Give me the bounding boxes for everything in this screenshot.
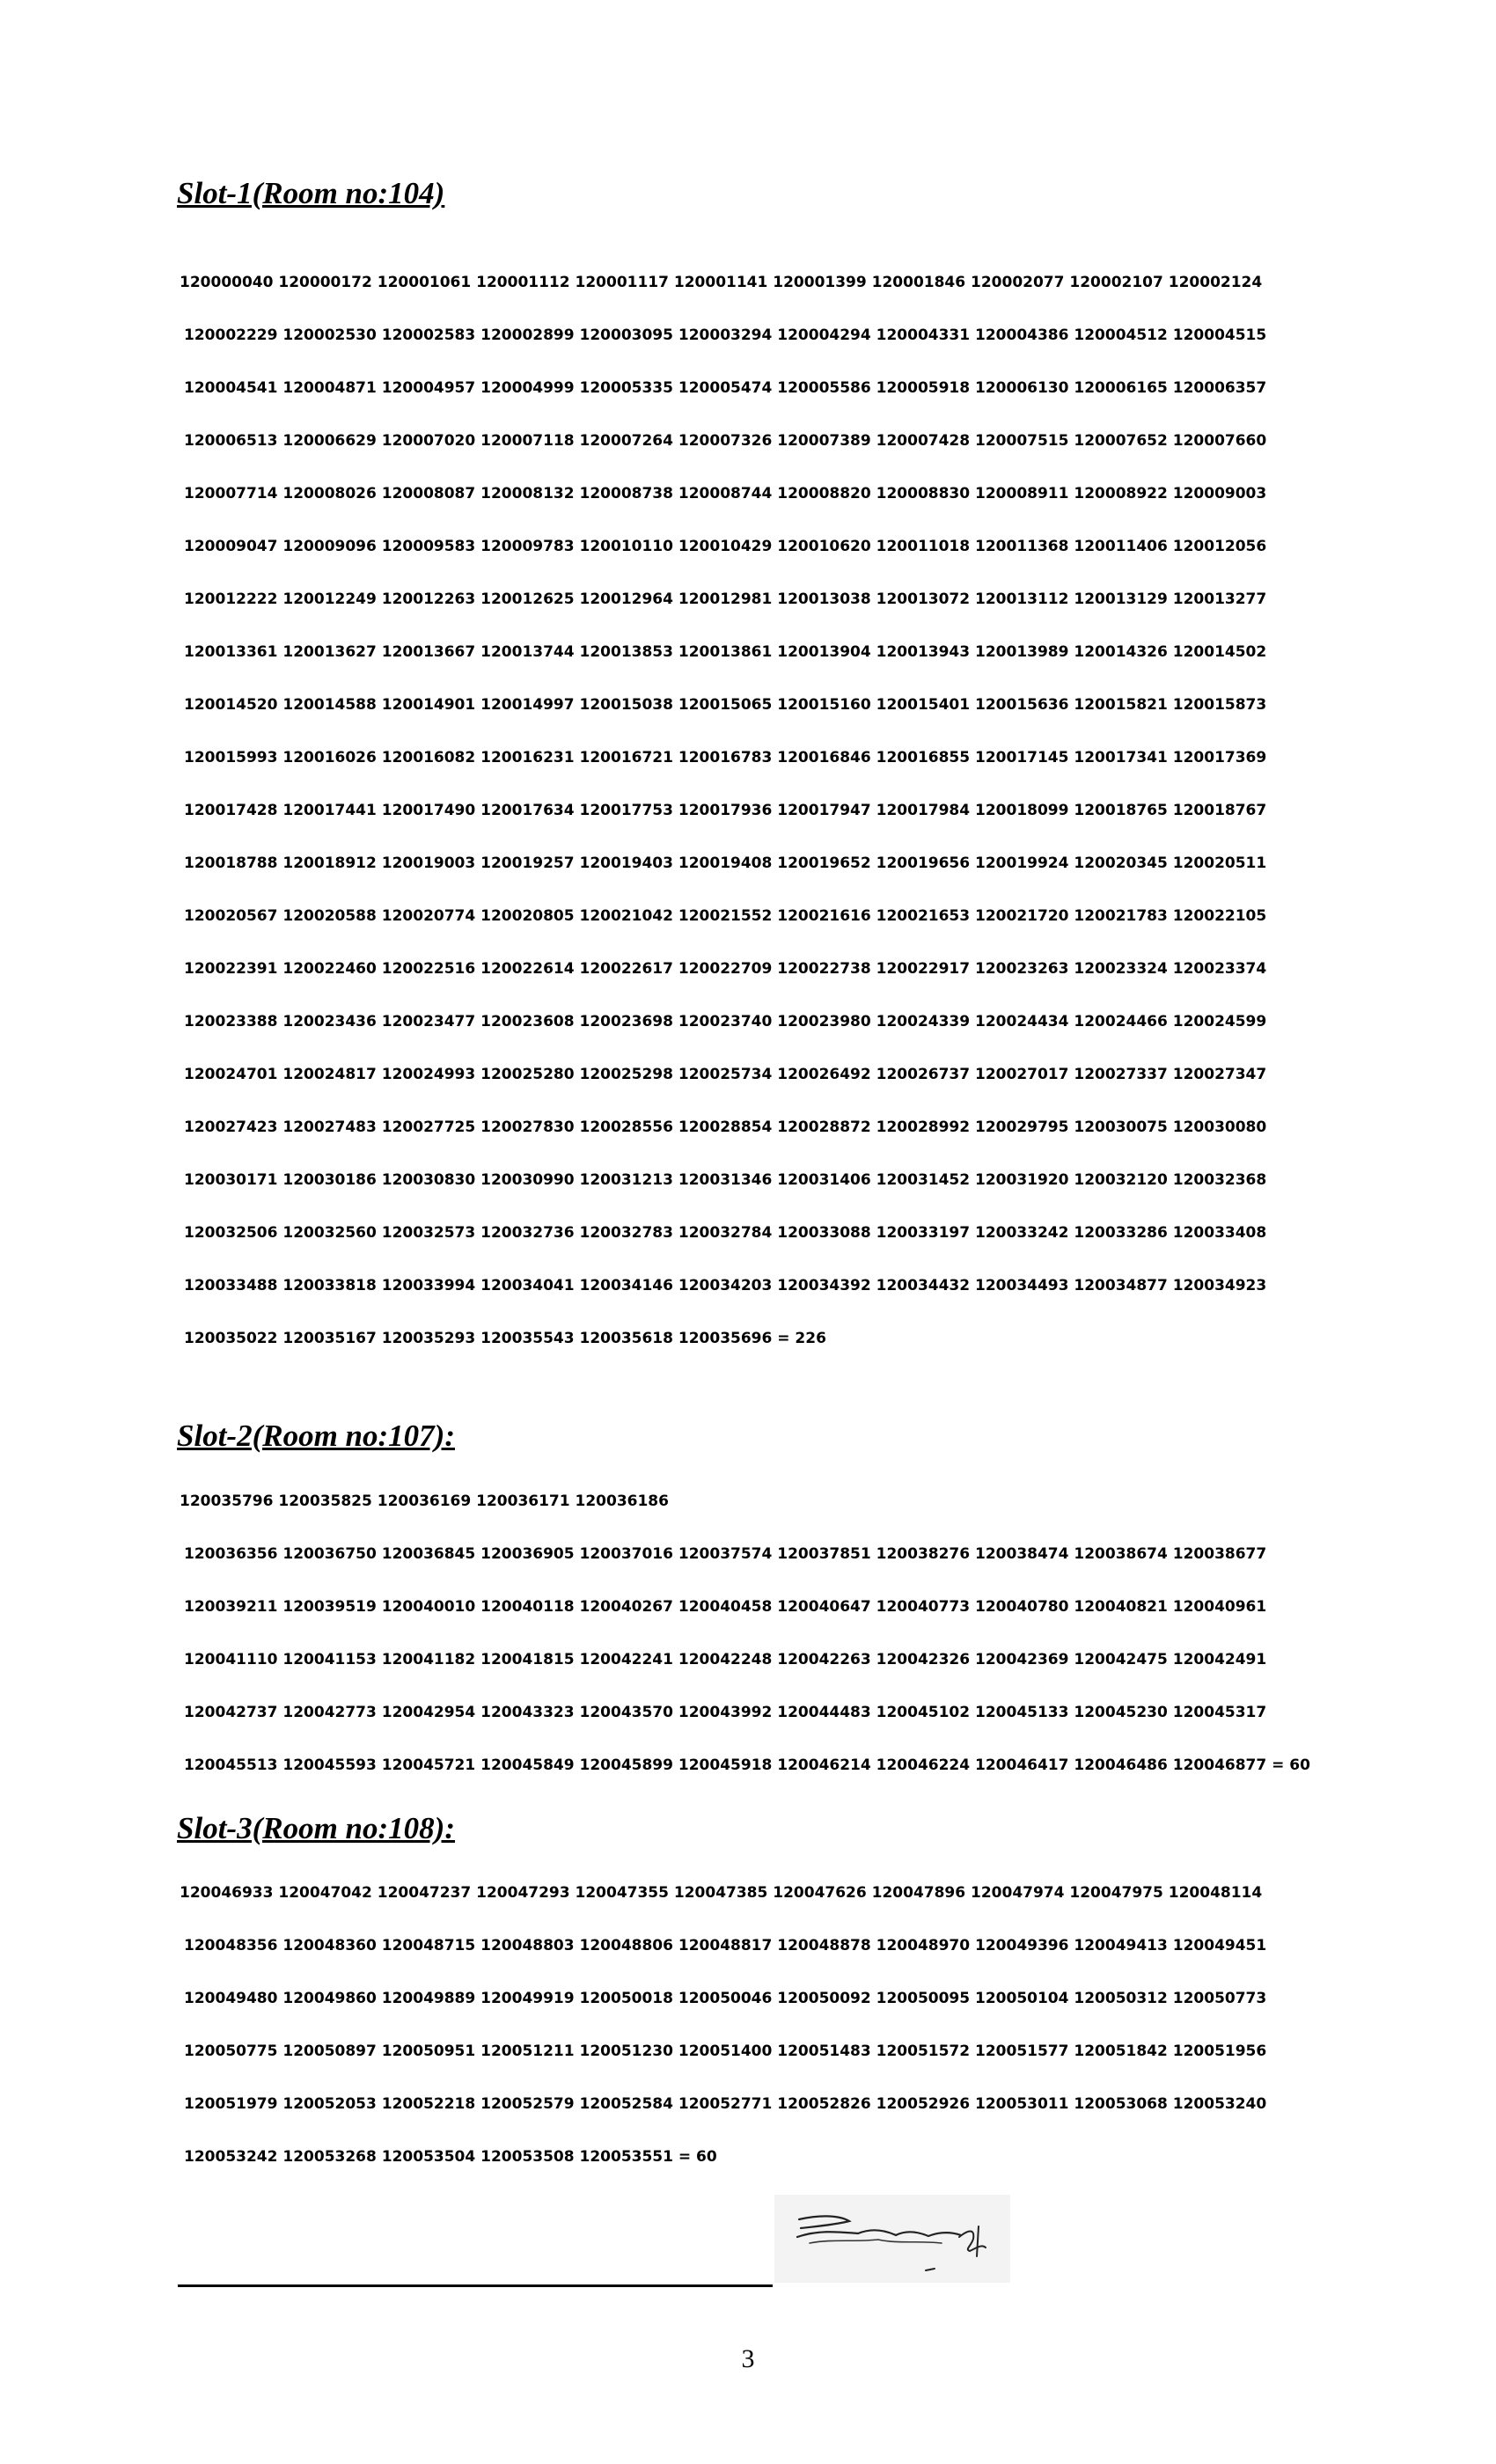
slot-2-line-3: 120039211 120039519 120040010 120040118 120040267 120040458 120040647 120040773 120040780 120040821 120040961 [184, 1598, 1267, 1616]
slot-3-line-2: 120048356 120048360 120048715 120048803 120048806 120048817 120048878 120048970 120049396 120049413 120049451 [184, 1937, 1267, 1954]
slot-3-heading: Slot-3(Room no:108): [177, 1811, 455, 1845]
slot-2-line-1: 120035796 120035825 120036169 120036171 120036186 [180, 1492, 669, 1510]
slot-1-line-18: 120030171 120030186 120030830 120030990 120031213 120031346 120031406 120031452 120031920 120032120 120032368 [184, 1171, 1267, 1189]
slot-1-line-19: 120032506 120032560 120032573 120032736 120032783 120032784 120033088 120033197 120033242 120033286 120033408 [184, 1224, 1267, 1242]
slot-1-line-8: 120013361 120013627 120013667 120013744 120013853 120013861 120013904 120013943 120013989 120014326 120014502 [184, 643, 1267, 661]
slot-2-line-4: 120041110 120041153 120041182 120041815 120042241 120042248 120042263 120042326 120042369 120042475 120042491 [184, 1651, 1267, 1668]
slot-1-line-7: 120012222 120012249 120012263 120012625 120012964 120012981 120013038 120013072 120013112 120013129 120013277 [184, 590, 1267, 608]
slot-1-line-2: 120002229 120002530 120002583 120002899 120003095 120003294 120004294 120004331 120004386 120004512 120004515 [184, 326, 1267, 344]
slot-1-line-10: 120015993 120016026 120016082 120016231 120016721 120016783 120016846 120016855 120017145 120017341 120017369 [184, 749, 1267, 766]
slot-1-line-20: 120033488 120033818 120033994 120034041 120034146 120034203 120034392 120034432 120034493 120034877 120034923 [184, 1277, 1267, 1294]
slot-3-line-5: 120051979 120052053 120052218 120052579 120052584 120052771 120052826 120052926 120053011 120053068 120053240 [184, 2095, 1267, 2113]
slot-1-line-6: 120009047 120009096 120009583 120009783 120010110 120010429 120010620 120011018 120011368 120011406 120012056 [184, 538, 1267, 555]
slot-1-line-17: 120027423 120027483 120027725 120027830 120028556 120028854 120028872 120028992 120029795 120030075 120030080 [184, 1118, 1267, 1136]
slot-3-line-1: 120046933 120047042 120047237 120047293 120047355 120047385 120047626 120047896 120047974 120047975 120048114 [180, 1884, 1263, 1902]
slot-2-line-6: 120045513 120045593 120045721 120045849 120045899 120045918 120046214 120046224 120046417 120046486 120046877 = 60 [184, 1756, 1310, 1774]
slot-1-line-16: 120024701 120024817 120024993 120025280 120025298 120025734 120026492 120026737 120027017 120027337 120027347 [184, 1066, 1267, 1083]
slot-1-line-11: 120017428 120017441 120017490 120017634 120017753 120017936 120017947 120017984 120018099 120018765 120018767 [184, 802, 1267, 819]
slot-1-line-14: 120022391 120022460 120022516 120022614 120022617 120022709 120022738 120022917 120023263 120023324 120023374 [184, 960, 1267, 978]
slot-2-heading: Slot-2(Room no:107): [177, 1419, 455, 1453]
signature-line [178, 2284, 773, 2287]
page-number: 3 [741, 2344, 755, 2373]
slot-1-line-12: 120018788 120018912 120019003 120019257 120019403 120019408 120019652 120019656 120019924 120020345 120020511 [184, 854, 1267, 872]
slot-1-line-4: 120006513 120006629 120007020 120007118 120007264 120007326 120007389 120007428 120007515 120007652 120007660 [184, 432, 1267, 450]
slot-1-line-13: 120020567 120020588 120020774 120020805 120021042 120021552 120021616 120021653 120021720 120021783 120022105 [184, 907, 1267, 925]
slot-1-line-5: 120007714 120008026 120008087 120008132 120008738 120008744 120008820 120008830 120008911 120008922 120009003 [184, 485, 1267, 502]
slot-1-line-9: 120014520 120014588 120014901 120014997 120015038 120015065 120015160 120015401 120015636 120015821 120015873 [184, 696, 1267, 714]
slot-2-line-5: 120042737 120042773 120042954 120043323 120043570 120043992 120044483 120045102 120045133 120045230 120045317 [184, 1704, 1267, 1721]
slot-1-line-21: 120035022 120035167 120035293 120035543 120035618 120035696 = 226 [184, 1330, 826, 1347]
slot-2-line-2: 120036356 120036750 120036845 120036905 120037016 120037574 120037851 120038276 120038474 120038674 120038677 [184, 1545, 1267, 1563]
slot-1-line-1: 120000040 120000172 120001061 120001112 120001117 120001141 120001399 120001846 120002077 120002107 120002124 [180, 274, 1263, 291]
slot-3-line-4: 120050775 120050897 120050951 120051211 120051230 120051400 120051483 120051572 120051577 120051842 120051956 [184, 2042, 1267, 2060]
slot-3-line-6: 120053242 120053268 120053504 120053508 120053551 = 60 [184, 2148, 717, 2166]
slot-3-line-3: 120049480 120049860 120049889 120049919 120050018 120050046 120050092 120050095 120050104 120050312 120050773 [184, 1990, 1267, 2007]
slot-1-heading: Slot-1(Room no:104) [177, 176, 445, 210]
slot-1-line-15: 120023388 120023436 120023477 120023608 120023698 120023740 120023980 120024339 120024434 120024466 120024599 [184, 1013, 1267, 1030]
slot-1-line-3: 120004541 120004871 120004957 120004999 120005335 120005474 120005586 120005918 120006130 120006165 120006357 [184, 379, 1267, 397]
signature-image [774, 2195, 1010, 2283]
